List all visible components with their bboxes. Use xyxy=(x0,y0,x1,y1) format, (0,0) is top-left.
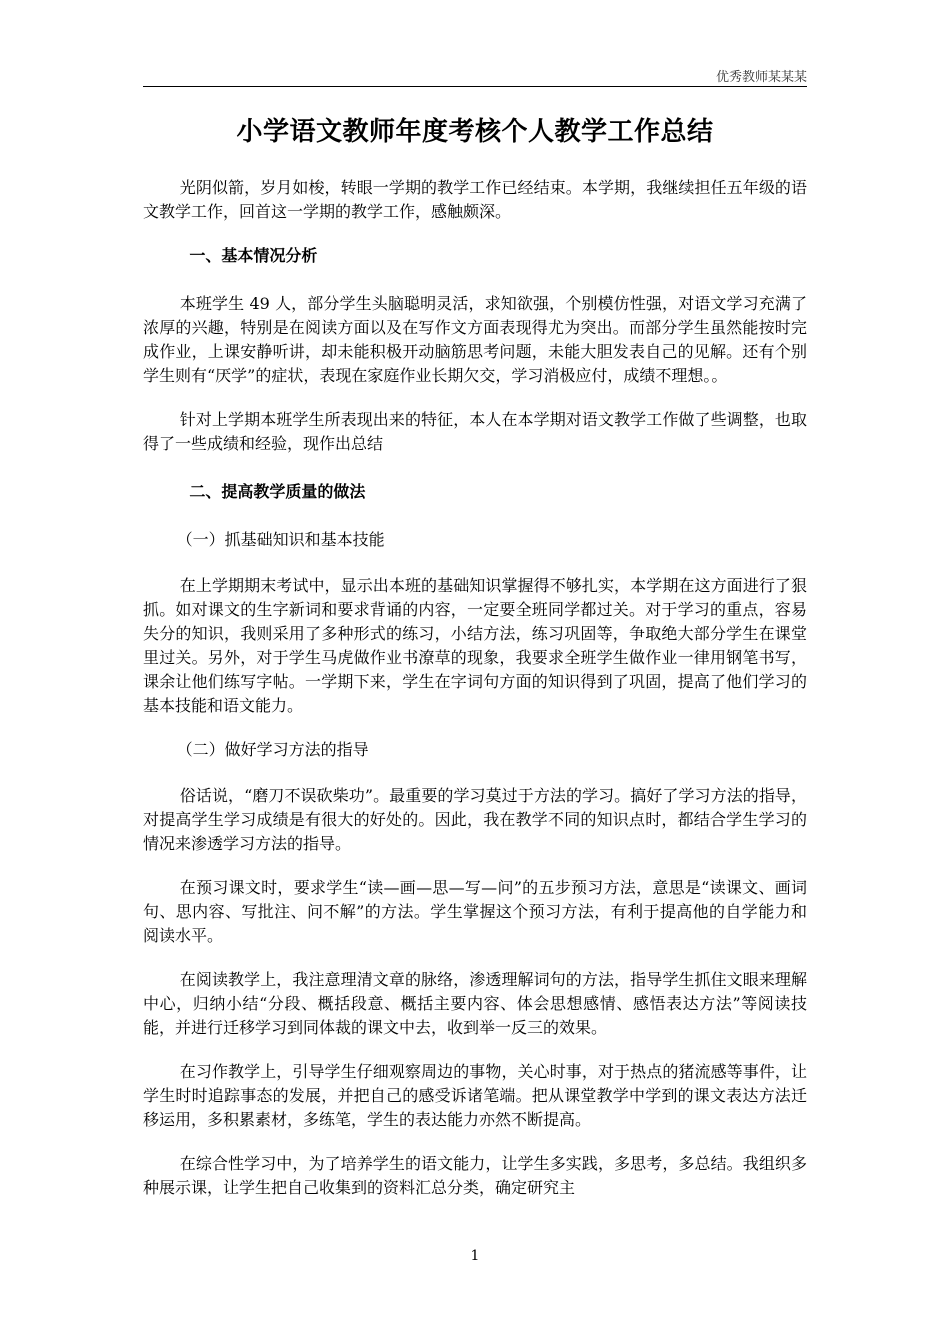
page-number: 1 xyxy=(470,1248,480,1264)
paragraph: 在习作教学上，引导学生仔细观察周边的事物，关心时事，对于热点的猪流感等事件，让学生时时追踪事态的发展，并把自己的感受诉诸笔端。把从课堂教学中学到的课文表达方法迁移运用，多积累素材，多练笔，学生的表达能力亦然不断提高。 xyxy=(143,1062,807,1129)
document-title: 小学语文教师年度考核个人教学工作总结 xyxy=(236,117,714,147)
document-body xyxy=(143,110,807,1200)
section-heading-basic-situation: 一、基本情况分析 xyxy=(189,246,318,265)
paragraph: 针对上学期本班学生所表现出来的特征，本人在本学期对语文教学工作做了些调整，也取得了一些成绩和经验，现作出总结 xyxy=(143,410,807,453)
paragraph: 俗话说，“磨刀不误砍柴功”。最重要的学习莫过于方法的学习。搞好了学习方法的指导，对提高学生学习成绩是有很大的好处的。因此，我在教学不同的知识点时，都结合学生学习的情况来渗透学习方法的指导。 xyxy=(143,786,807,853)
paragraph: 本班学生 49 人，部分学生头脑聪明灵活，求知欲强，个别模仿性强，对语文学习充满了浓厚的兴趣，特别是在阅读方面以及在写作文方面表现得尤为突出。而部分学生虽然能按时完成作业，上课安静听讲，却未能积极开动脑筋思考问题，未能大胆发表自己的见解。还有个别学生则有“厌学”的症状，表现在家庭作业长期欠交，学习消极应付，成绩不理想。。 xyxy=(143,294,807,385)
header-divider xyxy=(143,86,807,87)
subsection-heading-methods: （二）做好学习方法的指导 xyxy=(176,740,369,759)
paragraph: 在综合性学习中，为了培养学生的语文能力，让学生多实践，多思考，多总结。我组织多种展示课，让学生把自己收集到的资料汇总分类，确定研究主 xyxy=(143,1154,807,1197)
section-heading-teaching-quality: 二、提高教学质量的做法 xyxy=(189,482,366,501)
paragraph: 在阅读教学上，我注意理清文章的脉络，渗透理解词句的方法，指导学生抓住文眼来理解中心，归纳小结“分段、概括段意、概括主要内容、体会思想感情、感悟表达方法”等阅读技能，并进行迁移学习到同体裁的课文中去，收到举一反三的效果。 xyxy=(143,970,807,1037)
subsection-heading-basics: （一）抓基础知识和基本技能 xyxy=(176,530,385,549)
paragraph: 在预习课文时，要求学生“读—画—思—写—问”的五步预习方法，意思是“读课文、画词句、思内容、写批注、问不解”的方法。学生掌握这个预习方法，有利于提高他的自学能力和阅读水平。 xyxy=(143,878,807,945)
intro-paragraph: 光阴似箭，岁月如梭，转眼一学期的教学工作已经结束。本学期，我继续担任五年级的语文教学工作，回首这一学期的教学工作，感触颇深。 xyxy=(143,178,807,221)
paragraph: 在上学期期末考试中，显示出本班的基础知识掌握得不够扎实，本学期在这方面进行了狠抓。如对课文的生字新词和要求背诵的内容，一定要全班同学都过关。对于学习的重点，容易失分的知识，我则采用了多种形式的练习，小结方法，练习巩固等，争取绝大部分学生在课堂里过关。另外，对于学生马虎做作业书潦草的现象，我要求全班学生做作业一律用钢笔书写，课余让他们练写字帖。一学期下来，学生在字词句方面的知识得到了巩固，提高了他们学习的基本技能和语文能力。 xyxy=(143,576,807,715)
page-header-text: 优秀教师某某某 xyxy=(715,70,807,85)
